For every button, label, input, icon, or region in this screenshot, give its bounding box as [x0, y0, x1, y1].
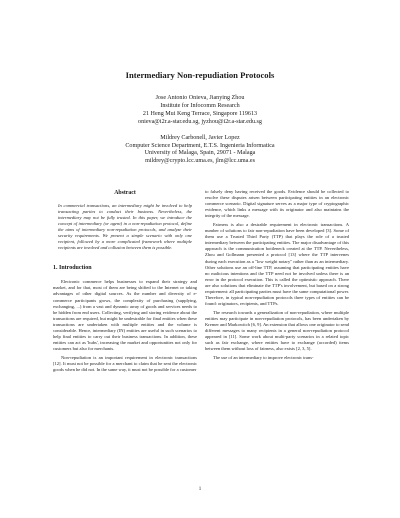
abstract-heading: Abstract [114, 190, 136, 196]
left-column [53, 190, 197, 376]
page-number: 1 [198, 487, 202, 492]
author-block [0, 95, 400, 166]
section-heading-introduction: 1. Introduction [53, 265, 92, 272]
abstract-text: In commercial transactions, an intermediary might be involved to help transacting parties to conduct their business. Nevertheless, the intermediary may not be fully trusted. In this paper, we introduce the concept of intermediary (or agent) in a non-repudiation protocol, define the aims of intermediary non-repudiation protocols, and analyze their security requirements. We present a simple scenario with only one recipient, followed by a more complicated framework where multiple recipients are involved and collusion between them is possible. [58, 203, 192, 251]
address-1: 21 Heng Mui Keng Terrace, Singapore 119613 [142, 110, 258, 117]
right-paragraph-1: to falsely deny having received the goods. Evidence should be collected to resolve these disputes arisen between participating entities in an electronic commerce scenario. Digital signature serves as a major type of cryptographic evidence, which links a message with its originator and also maintains the integrity of the message. [205, 189, 349, 219]
right-column [205, 189, 349, 364]
emails-1: onieva@i2r.a-star.edu.sg, jyzhou@i2r.a-star.edu.sg [138, 118, 262, 125]
author-gap [0, 127, 400, 135]
intro-paragraph-2: Non-repudiation is an important requirement in electronic transactions [12]. It must not be possible for a merchant to claim that he sent the electronic goods when he did not. In the same way, it must not be possible for a customer [53, 354, 197, 373]
paper-title: Intermediary Non-repudiation Protocols [125, 70, 275, 80]
emails-2: mildrey@crypto.lcc.uma.es, jlm@lcc.uma.es [145, 158, 255, 165]
right-paragraph-2: Fairness is also a desirable requirement in electronic transactions. A number of solutions to fair non-repudiation have been developed [3]. Some of them use a Trusted Third Party (TTP) that plays the role of a trusted intermediary between the participating entities. The major disadvantage of this approach is the communication bottleneck created at the TTP. Nevertheless, Zhou and Gollmann presented a protocol [13] where the TTP intervenes during each execution as a "low weight notary" rather than as an intermediary. Other solutions use an off-line TTP, assuming that participating entities have no malicious intentions and the TTP need not be involved unless there is an error in the protocol execution. This is called the optimistic approach. There are also solutions that eliminate the TTP's involvement, but based on a strong requirement: all participating parties must have the same computational power. Therefore, in typical non-repudiation protocols three types of entities can be found: originators, recipients, and TTPs. [205, 222, 349, 306]
right-paragraph-4: The use of an intermediary to improve electronic trans- [213, 355, 314, 361]
affiliation-2: Computer Science Department, E.T.S. Ingenieria Informatica [125, 142, 275, 149]
right-paragraph-3: The research towards a generalization of non-repudiation, where multiple entities may participate in non-repudiation protocols, has been undertaken by Kremer and Markowitch [6, 9]. An extension that allows one originator to send different messages to many recipients in a general non-repudiation protocol appeared in [11]. Some work about multi-party scenarios in a related topic such as fair exchange, where entities have to exchange (accorded) items between them without loss of fairness, also exists [2, 3, 5]. [205, 309, 349, 352]
author-names-2: Mildrey Carbonell, Javier Lopez [160, 134, 240, 141]
intro-paragraph-1: Electronic commerce helps businesses to expand their strategy and market, and for that, most of them are being shifted to the Internet or taking advantages of other digital sources. As the number and diversity of e-commerce participants grows, the complexity of purchasing (supplying, exchanging, ...) from a vast and dynamic array of goods and services needs to be hidden from end users. Collecting, verifying and storing evidence about the transactions are required, but might be undesirable for final entities when these transactions are undertaken with multiple entities and the volume is considerable. Hence, intermediary (IN) entities are useful in such scenarios to help final entities to carry out their business transactions. In addition, these entities can act as 'hubs', increasing the market and opportunities not only for customers but also for merchants. [53, 279, 197, 351]
affiliation-1: Institute for Infocomm Research [160, 102, 240, 109]
author-names-1: Jose Antonio Onieva, Jianying Zhou [155, 95, 245, 101]
address-2: University of Malaga, Spain, 29071 - Malaga [144, 150, 256, 157]
